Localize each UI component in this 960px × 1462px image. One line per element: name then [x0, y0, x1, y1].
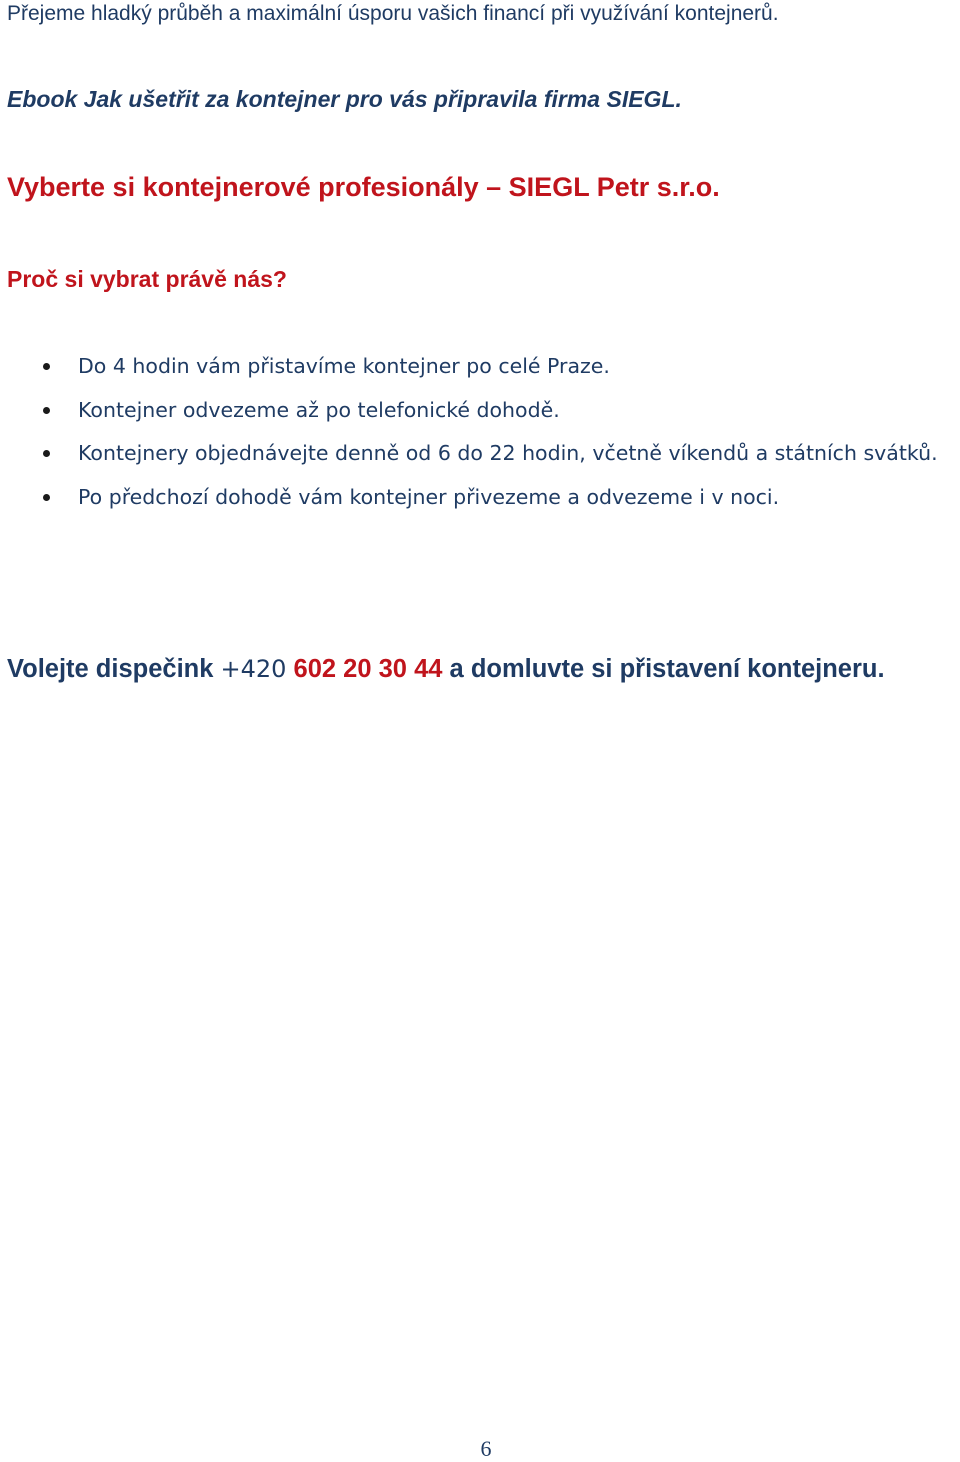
- cta-lead: Volejte dispečink: [7, 655, 214, 683]
- bullet-icon: [43, 450, 50, 457]
- benefit-text: Do 4 hodin vám přistavíme kontejner po celé Praze.: [78, 354, 610, 378]
- page-number: 6: [480, 1436, 492, 1461]
- benefit-text: Kontejner odvezeme až po telefonické dohodě.: [78, 397, 560, 422]
- headline: Vyberte si kontejnerové profesionály – SIEGL Petr s.r.o.: [7, 172, 720, 202]
- bullet-icon: [43, 407, 50, 414]
- bullet-icon: [43, 494, 50, 501]
- cta-tail: a domluvte si přistavení kontejneru.: [449, 655, 885, 683]
- intro-text: Přejeme hladký průběh a maximální úsporu vašich financí při využívání kontejnerů.: [7, 2, 779, 25]
- benefit-text: Kontejnery objednávejte denně od 6 do 22 hodin, včetně víkendů a státních svátků.: [78, 441, 938, 465]
- benefit-item: [0, 481, 938, 525]
- bullet-icon: [43, 363, 50, 370]
- benefit-item: [0, 437, 938, 481]
- call-to-action: [7, 655, 885, 684]
- benefit-text: Po předchozí dohodě vám kontejner přivezeme a odvezeme i v noci.: [78, 484, 780, 509]
- phone-prefix: +420: [220, 655, 287, 683]
- ebook-note: Ebook Jak ušetřit za kontejner pro vás připravila firma SIEGL.: [7, 86, 682, 112]
- benefits-list: [0, 350, 938, 524]
- subheading: Proč si vybrat právě nás?: [7, 266, 287, 292]
- benefit-item: [0, 394, 938, 438]
- phone-number: 602 20 30 44: [293, 655, 443, 683]
- benefit-item: [0, 350, 938, 394]
